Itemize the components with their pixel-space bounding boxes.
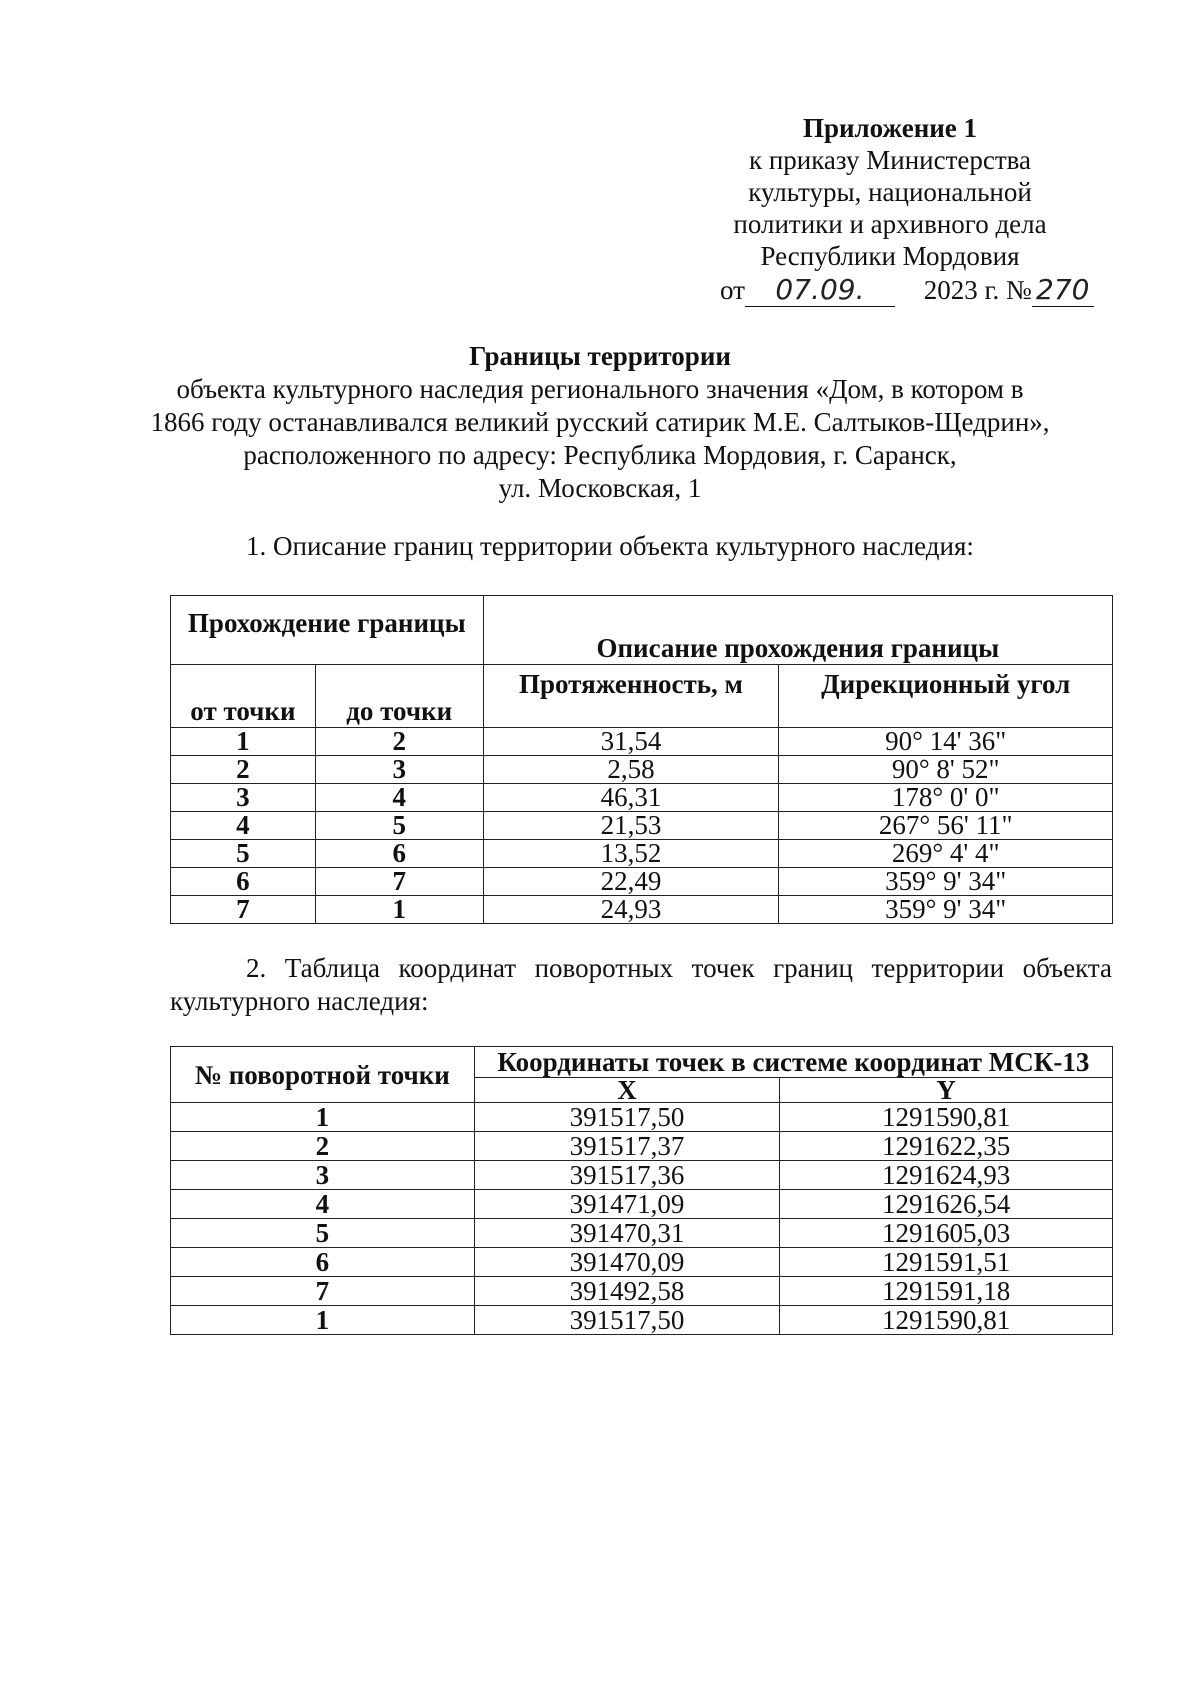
cell-x: 391517,37 (474, 1132, 780, 1161)
cell-length: 46,31 (483, 784, 779, 812)
cell-to: 3 (315, 756, 483, 784)
cell-angle: 269° 4' 4" (779, 840, 1113, 868)
cell-x: 391517,50 (474, 1103, 780, 1132)
cell-point: 7 (171, 1277, 475, 1306)
cell-y: 1291622,35 (780, 1132, 1113, 1161)
order-reference (720, 274, 1140, 307)
appendix-block (700, 112, 1080, 272)
appendix-heading: Приложение 1 (802, 113, 978, 143)
cell-y: 1291590,81 (780, 1306, 1113, 1335)
cell-from: 7 (171, 896, 316, 924)
table-row (171, 1277, 1113, 1306)
cell-point: 2 (171, 1132, 475, 1161)
table-row (171, 1161, 1113, 1190)
section-2-heading: 2. Таблица координат поворотных точек границ территории объекта культурного наследия: (170, 953, 1112, 1016)
cell-to: 7 (315, 868, 483, 896)
header-x: X (474, 1078, 780, 1103)
cell-point: 4 (171, 1190, 475, 1219)
table-row (171, 784, 1113, 812)
cell-to: 2 (315, 728, 483, 756)
order-date-handwritten: 07.09. (745, 274, 895, 307)
cell-angle: 359° 9' 34" (779, 896, 1113, 924)
cell-length: 13,52 (483, 840, 779, 868)
cell-from: 2 (171, 756, 316, 784)
header-point-number: № поворотной точки (171, 1047, 475, 1103)
cell-angle: 359° 9' 34" (779, 868, 1113, 896)
header-description: Описание прохождения границы (483, 596, 1112, 665)
boundary-description-table (170, 595, 1113, 924)
appendix-line: Республики Мордовия (760, 241, 1020, 271)
table-row (171, 1190, 1113, 1219)
title-heading: Границы территории (469, 341, 731, 371)
title-line: ул. Московская, 1 (498, 473, 702, 503)
table-row (171, 728, 1113, 756)
cell-length: 2,58 (483, 756, 779, 784)
title-line: 1866 году останавливался великий русский сатирик М.Е. Салтыков-Щедрин», (150, 407, 1050, 437)
cell-y: 1291624,93 (780, 1161, 1113, 1190)
cell-to: 4 (315, 784, 483, 812)
table-row (171, 1248, 1113, 1277)
cell-angle: 267° 56' 11" (779, 812, 1113, 840)
table-row (171, 1219, 1113, 1248)
cell-x: 391470,31 (474, 1219, 780, 1248)
cell-from: 1 (171, 728, 316, 756)
header-angle: Дирекционный угол (779, 665, 1113, 728)
cell-length: 21,53 (483, 812, 779, 840)
cell-point: 5 (171, 1219, 475, 1248)
cell-x: 391517,50 (474, 1306, 780, 1335)
cell-from: 3 (171, 784, 316, 812)
document-title (150, 340, 1050, 505)
cell-point: 1 (171, 1306, 475, 1335)
header-y: Y (780, 1078, 1113, 1103)
title-line: расположенного по адресу: Республика Мордовия, г. Саранск, (243, 440, 957, 470)
appendix-line: к приказу Министерства (748, 145, 1032, 175)
cell-length: 22,49 (483, 868, 779, 896)
table-row (171, 1132, 1113, 1161)
cell-point: 6 (171, 1248, 475, 1277)
cell-y: 1291590,81 (780, 1103, 1113, 1132)
cell-angle: 90° 8' 52" (779, 756, 1113, 784)
header-passage: Прохождение границы (171, 596, 484, 665)
cell-x: 391492,58 (474, 1277, 780, 1306)
cell-from: 5 (171, 840, 316, 868)
order-number-handwritten: 270 (1032, 274, 1094, 307)
table-row (171, 840, 1113, 868)
cell-y: 1291591,51 (780, 1248, 1113, 1277)
cell-angle: 178° 0' 0" (779, 784, 1113, 812)
header-coordinates: Координаты точек в системе координат МСК-13 (474, 1047, 1112, 1078)
appendix-line: политики и архивного дела (733, 209, 1047, 239)
title-line: объекта культурного наследия регионального значения «Дом, в котором в (176, 374, 1024, 404)
cell-from: 6 (171, 868, 316, 896)
section-1-heading: 1. Описание границ территории объекта культурного наследия: (246, 531, 974, 561)
header-from: от точки (171, 665, 316, 728)
cell-from: 4 (171, 812, 316, 840)
cell-x: 391471,09 (474, 1190, 780, 1219)
cell-x: 391517,36 (474, 1161, 780, 1190)
appendix-line: культуры, национальной (748, 177, 1032, 207)
coordinates-table (170, 1046, 1113, 1335)
cell-x: 391470,09 (474, 1248, 780, 1277)
cell-point: 1 (171, 1103, 475, 1132)
from-label: от (720, 275, 745, 305)
cell-angle: 90° 14' 36" (779, 728, 1113, 756)
year-label: 2023 г. № (923, 275, 1032, 305)
table-row (171, 812, 1113, 840)
cell-to: 5 (315, 812, 483, 840)
cell-y: 1291626,54 (780, 1190, 1113, 1219)
cell-to: 1 (315, 896, 483, 924)
table-row (171, 756, 1113, 784)
cell-length: 24,93 (483, 896, 779, 924)
cell-to: 6 (315, 840, 483, 868)
cell-y: 1291591,18 (780, 1277, 1113, 1306)
table-row (171, 1306, 1113, 1335)
header-length: Протяженность, м (483, 665, 779, 728)
table-row (171, 868, 1113, 896)
header-to: до точки (315, 665, 483, 728)
table-row (171, 896, 1113, 924)
table-row (171, 1103, 1113, 1132)
cell-y: 1291605,03 (780, 1219, 1113, 1248)
cell-length: 31,54 (483, 728, 779, 756)
cell-point: 3 (171, 1161, 475, 1190)
